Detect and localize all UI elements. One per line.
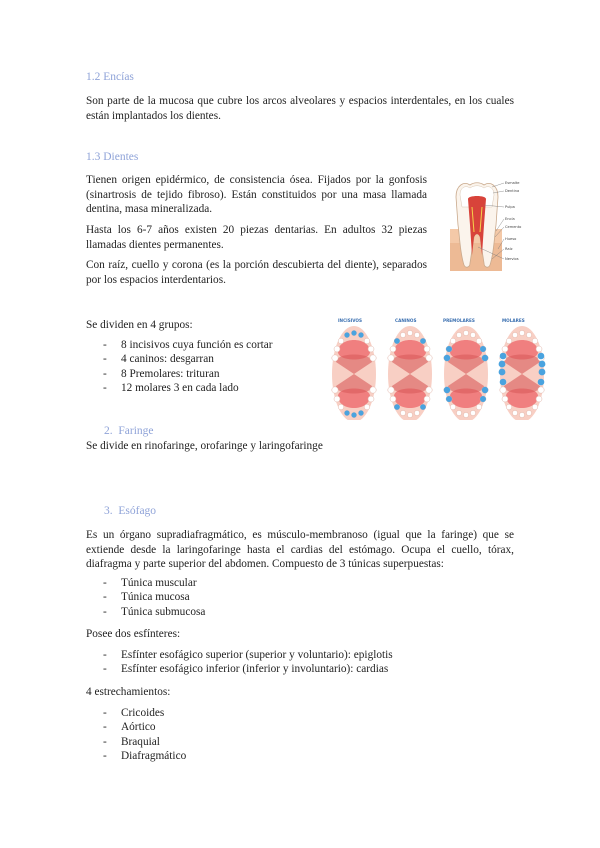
list-item: - Túnica submucosa — [86, 605, 386, 619]
list-item: - Cricoides — [86, 706, 386, 720]
tooth-label: Hueso — [505, 237, 517, 241]
jaw-molares — [499, 318, 546, 420]
list-item: - 8 incisivos cuya función es cortar — [86, 338, 316, 352]
tooth-label: Raíz — [505, 247, 513, 251]
jaw-diagrams-image — [322, 316, 552, 420]
list-item: - Esfínter esofágico inferior (inferior y involuntario): cardias — [86, 662, 486, 676]
estrechamientos-intro: 4 estrechamientos: — [86, 686, 171, 698]
heading-text: Esófago — [118, 505, 157, 517]
jaw-label: MOLARES — [502, 318, 525, 323]
list-item: - Túnica muscular — [86, 576, 386, 590]
paragraph-encias: Son parte de la mucosa que cubre los arcos alveolares y espacios interdentales, en los cuales están implantados los dientes. — [86, 95, 514, 122]
list-item: - Diafragmático — [86, 749, 386, 763]
paragraph-dientes-2: Hasta los 6-7 años existen 20 piezas dentarias. En adultos 32 piezas llamadas dientes permanentes. — [86, 224, 427, 251]
list-item: - Esfínter esofágico superior (superior y voluntario): epiglotis — [86, 648, 486, 662]
heading-number: 2. — [104, 425, 113, 437]
tooth-label: Esmalte — [505, 181, 520, 185]
jaw-caninos — [388, 318, 432, 420]
esfinteres-intro: Posee dos esfínteres: — [86, 628, 181, 640]
jaw-incisivos — [332, 318, 376, 420]
paragraph-dientes-1: Tienen origen epidérmico, de consistencia ósea. Fijados por la gonfosis (sinartrosis de tejido fibroso). Están constituidos por una masa llamada dentina, masa mineralizada. — [86, 174, 427, 215]
jaw-label: INCISIVOS — [338, 318, 363, 323]
tunicas-list — [86, 576, 386, 619]
list-item: - 8 Premolares: trituran — [86, 367, 316, 381]
estrechamientos-list — [86, 706, 386, 763]
list-item: - 4 caninos: desgarran — [86, 352, 316, 366]
tooth-diagram-image — [438, 177, 528, 274]
tooth-label: Dentina — [505, 189, 520, 193]
paragraph-dientes-3: Con raíz, cuello y corona (es la porción descubierta del diente), separados por los espacios interdentarios. — [86, 259, 427, 286]
tooth-label: Pulpa — [505, 205, 515, 209]
groups-intro: Se dividen en 4 grupos: — [86, 319, 193, 331]
list-item: - 12 molares 3 en cada lado — [86, 381, 316, 395]
list-item: - Aórtico — [86, 720, 386, 734]
jaw-premolares — [443, 318, 488, 420]
heading-esofago — [104, 505, 156, 517]
tooth-label: Cemento — [505, 225, 522, 229]
list-item: - Braquial — [86, 735, 386, 749]
jaw-label: CANINOS — [395, 318, 417, 323]
paragraph-faringe: Se divide en rinofaringe, orofaringe y laringofaringe — [86, 440, 323, 452]
esfinteres-list — [86, 648, 486, 677]
paragraph-esofago: Es un órgano supradiafragmático, es músculo-membranoso (igual que la faringe) que se extiende desde la laringofaringe hasta el cardias del estómago. Ocupa el cuello, tórax, diafragma y parte superior del abdomen. Compuesto de 3 túnicas superpuestas: — [86, 529, 514, 570]
heading-number: 3. — [104, 505, 113, 517]
tooth-label: Nervios — [505, 257, 519, 261]
heading-encias: 1.2 Encías — [86, 71, 134, 83]
tooth-label: Encía — [505, 217, 515, 221]
heading-faringe — [104, 425, 154, 437]
heading-dientes: 1.3 Dientes — [86, 151, 139, 163]
list-item: - Túnica mucosa — [86, 590, 386, 604]
heading-text: Faringe — [118, 425, 154, 437]
jaw-label: PREMOLARES — [443, 318, 475, 323]
teeth-groups-list — [86, 338, 316, 395]
